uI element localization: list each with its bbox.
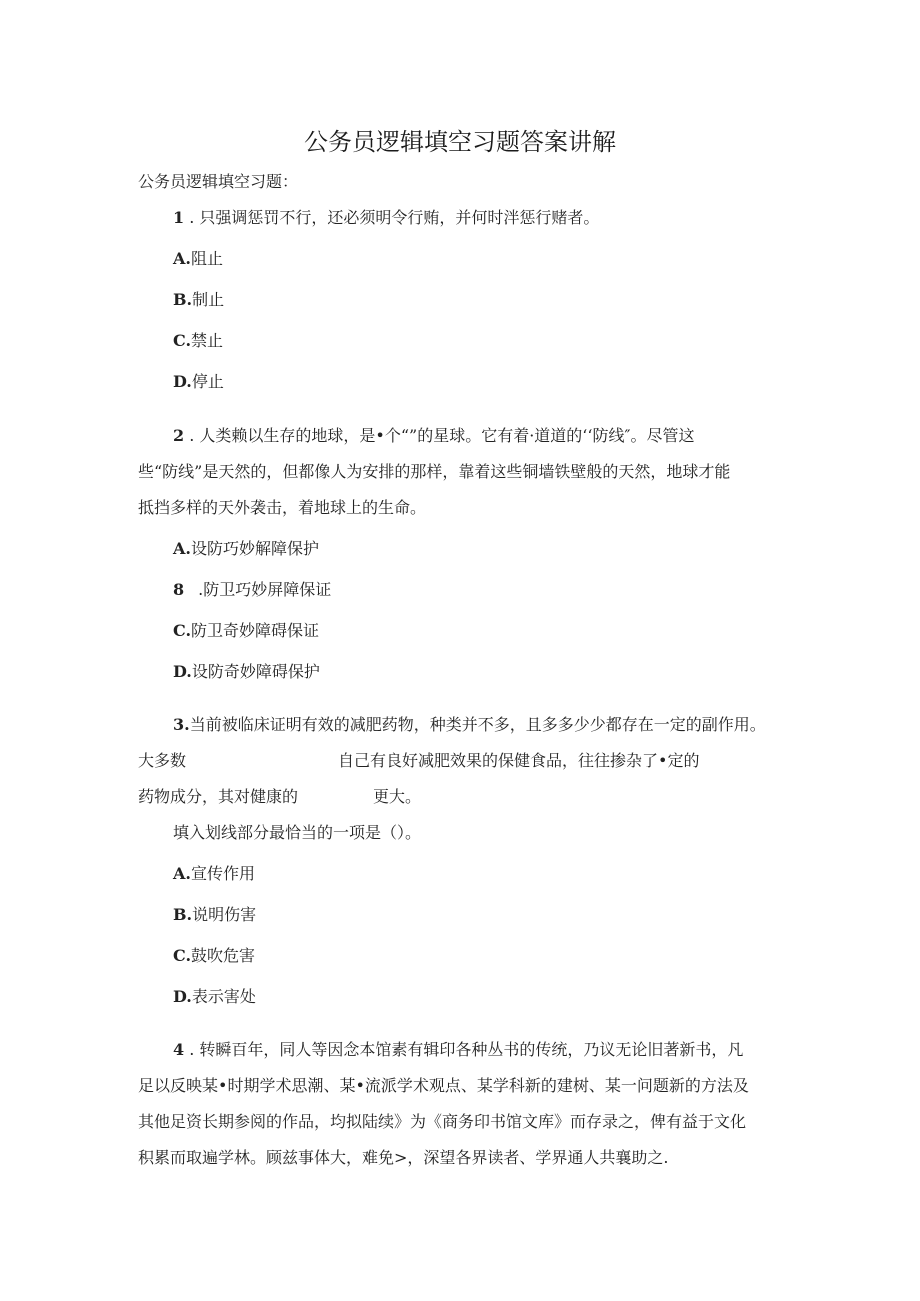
option-text: 设防巧妙解障保护 [190,539,319,558]
option-label: B. [173,290,193,309]
q1-option-a [173,249,223,269]
question-3-number: 3. [173,715,190,734]
option-text: 禁止 [191,331,224,350]
intro-text: 公务员逻辑填空习题： [138,172,299,191]
option-text: 设防奇妙障碍保护 [191,662,320,681]
question-3-stem-line2b: 自己有良好减肥效果的保健食品，往往掺杂了•定的 [338,751,700,770]
option-text: 宣传作用 [190,864,255,883]
option-label: B. [173,905,193,924]
question-3-text: 当前被临床证明有效的减肥药物，种类并不多，且多多少少都存在一定的副作用。 [189,715,766,734]
option-text: 防卫奇妙障碍保证 [191,621,320,640]
question-1-text: . 只强调惩罚不行，还必须明令行贿，并何时泮惩行赌者。 [189,208,600,227]
option-label: A. [173,249,191,268]
question-2-stem-line2: 些“防线”是天然的，但都像人为安排的那样，靠着这些铜墙铁壁般的天然，地球才能 [138,462,731,481]
q1-option-c [173,331,223,351]
option-label: A. [173,864,191,883]
question-2-text: . 人类赖以生存的地球，是•个“”的星球。它有着·道道的‘‘防线″。尽管这 [189,426,695,445]
question-4-number: 4 [173,1040,185,1059]
question-3-stem-line3b: 更大。 [373,787,422,806]
option-label: C. [173,621,192,640]
option-text: 阻止 [190,249,223,268]
question-1-stem [173,208,599,228]
question-1-number: 1 [173,208,185,227]
option-text: 鼓吹危害 [191,946,256,965]
q3-option-c [173,946,255,966]
option-text: 说明伤害 [192,905,257,924]
q2-option-d [173,662,320,682]
option-label: A. [173,539,191,558]
option-label: 8 [173,580,185,599]
question-4-stem-line3: 其他足资长期参阅的作品，均拟陆续》为《商务印书馆文库》而存录之，俾有益于文化 [138,1112,747,1131]
option-text: 表示害处 [191,987,256,1006]
option-label: D. [173,987,192,1006]
option-text: 停止 [191,372,224,391]
option-label: D. [173,662,192,681]
question-3-prompt: 填入划线部分最恰当的一项是（）。 [173,823,422,842]
option-label: C. [173,331,192,350]
page-title: 公务员逻辑填空习题答案讲解 [304,128,616,156]
q2-option-a [173,539,319,559]
q1-option-b [173,290,224,310]
option-text: 制止 [192,290,225,309]
q2-option-b [173,580,331,600]
question-3-stem-line1 [173,715,766,735]
q3-option-b [173,905,256,925]
q1-option-d [173,372,224,392]
question-2-number: 2 [173,426,185,445]
option-label: C. [173,946,192,965]
question-4-stem-line4: 积累而取遍学林。顾兹事体大，难免>，深望各界读者、学界通人共襄助之. [138,1148,669,1167]
question-2-stem-line3: 抵挡多样的天外袭击，着地球上的生命。 [138,498,427,517]
question-4-text: . 转瞬百年，同人等因念本馆素有辑印各种丛书的传统，乃议无论旧著新书，凡 [189,1040,744,1059]
q3-option-a [173,864,255,884]
question-4-stem-line1 [173,1040,743,1060]
question-3-stem-line2a: 大多数 [138,751,187,770]
option-text: .防卫巧妙屏障保证 [198,580,332,599]
option-label: D. [173,372,192,391]
q3-option-d [173,987,256,1007]
question-4-stem-line2: 足以反映某•时期学术思潮、某•流派学术观点、某学科新的建树、某一问题新的方法及 [138,1076,749,1095]
question-3-stem-line3a: 药物成分，其对健康的 [138,787,299,806]
q2-option-c [173,621,319,641]
question-2-stem-line1 [173,426,694,446]
